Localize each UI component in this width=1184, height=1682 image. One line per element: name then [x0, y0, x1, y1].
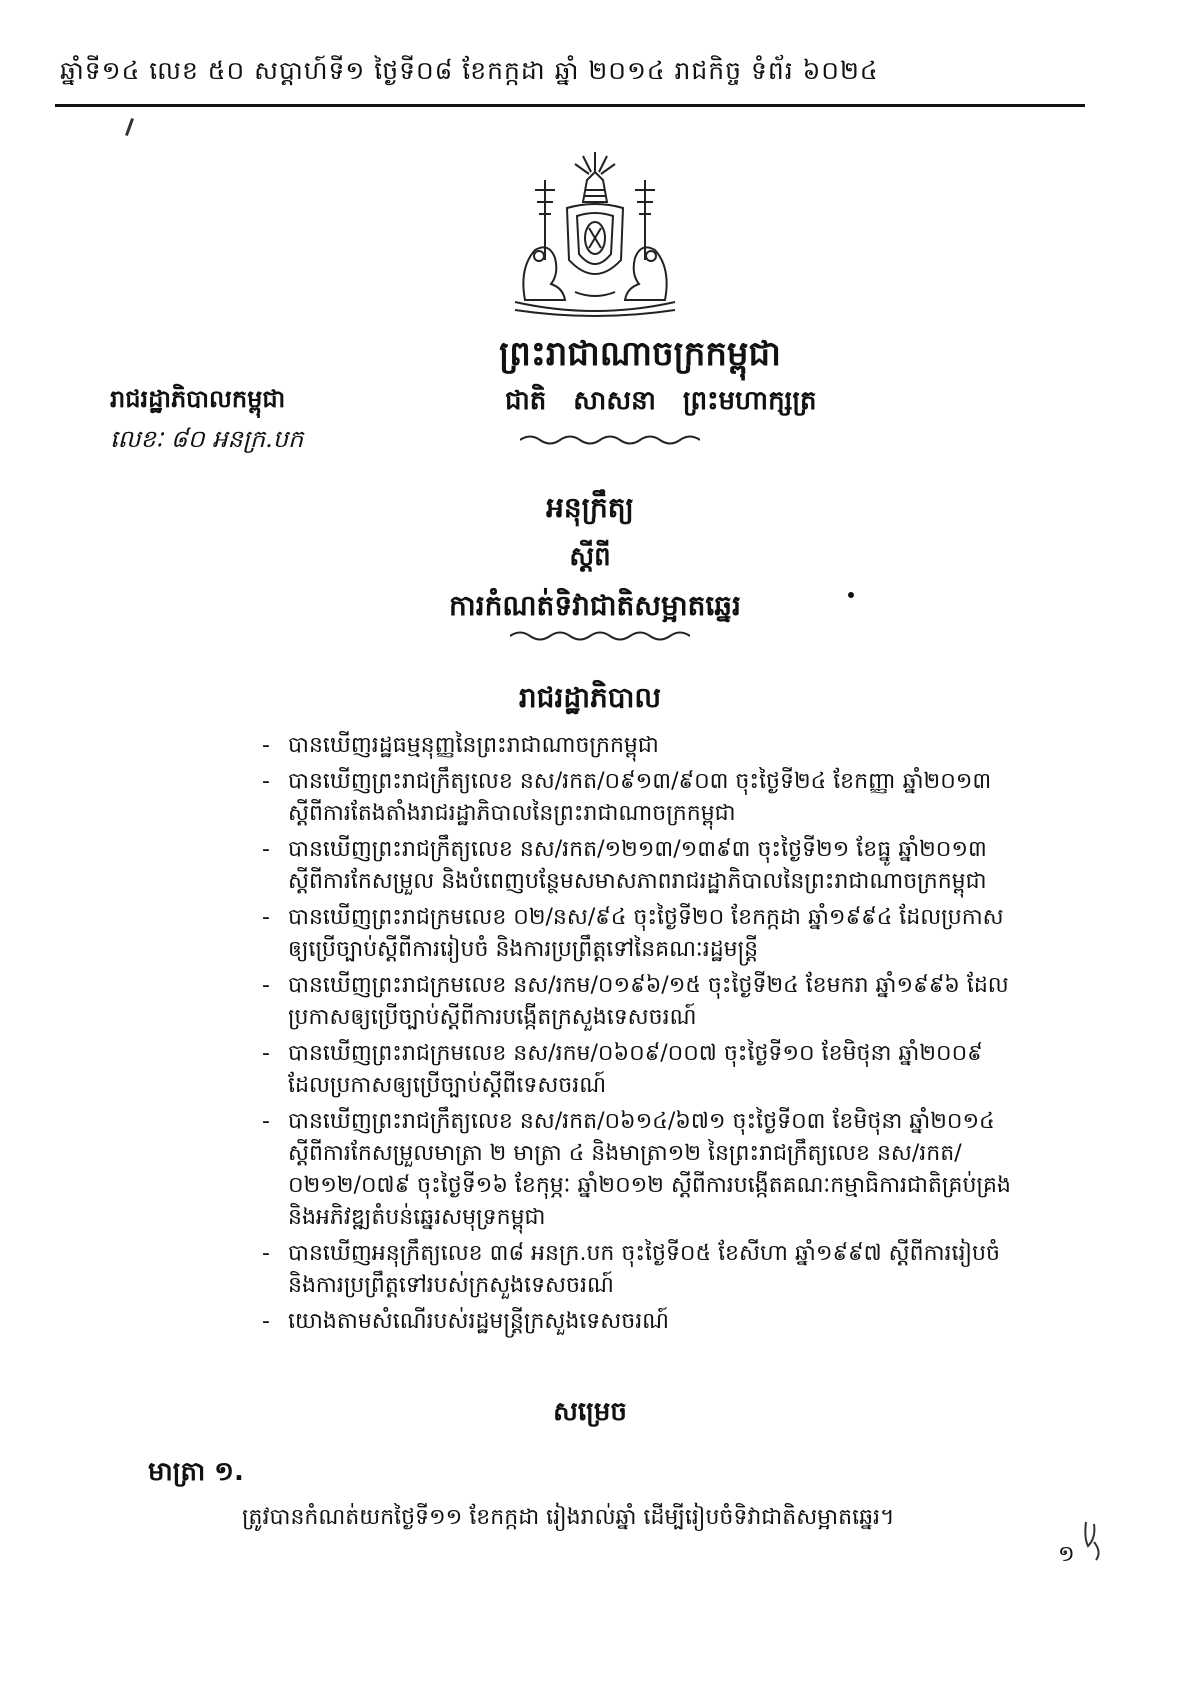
- bullet-dash: -: [262, 1109, 270, 1134]
- bullet-dash: -: [262, 769, 270, 794]
- article-1-text: ត្រូវបានកំណត់យកថ្ងៃទី១១ ខែកក្កដា រៀងរាល់ឆ្នាំ ដើម្បីរៀបចំទិវាជាតិសម្អាតឆ្នេរ។: [242, 1505, 895, 1530]
- bullet-dash: -: [262, 905, 270, 930]
- document-type: អនុក្រឹត្យ: [546, 491, 634, 524]
- considerations-list: [240, 730, 1090, 1342]
- ink-dot: [848, 592, 854, 598]
- bullet-dash: -: [262, 1309, 270, 1334]
- bullet-dash: -: [262, 837, 270, 862]
- royal-coat-of-arms-emblem: [505, 150, 685, 320]
- list-item-text: បានឃើញរដ្ឋធម្មនុញ្ញនៃព្រះរាជាណាចក្រកម្ពុជា: [288, 733, 659, 758]
- list-item-text: បានឃើញព្រះរាជក្រមលេខ ០២/នស/៩៤ ចុះថ្ងៃទី២០ ខែកក្កដា ឆ្នាំ១៩៩៤ ដែលប្រកាស: [288, 905, 1004, 930]
- list-item: [240, 834, 1090, 898]
- list-item: [240, 766, 1090, 830]
- list-item: [240, 902, 1090, 966]
- list-item-text: បានឃើញព្រះរាជក្រមលេខ នស/រកម/០១៩៦/១៥ ចុះថ្ងៃទី២៤ ខែមករា ឆ្នាំ១៩៩៦ ដែល: [288, 973, 1009, 998]
- list-item: [240, 730, 1090, 762]
- header-rule: [55, 104, 1085, 107]
- list-item: [240, 1306, 1090, 1338]
- list-item-text: ០២១២/០៧៩ ចុះថ្ងៃទី១៦ ខែកុម្ភៈ ឆ្នាំ២០១២ ស្តីពីការបង្កើតគណៈកម្មាធិការជាតិគ្រប់គ្រង: [288, 1173, 1011, 1198]
- document-subject: ការកំណត់ទិវាជាតិសម្អាតឆ្នេរ: [449, 589, 741, 622]
- reference-number: លេខៈ ៨០ អនក្រ.បក: [110, 425, 304, 453]
- pen-mark: [125, 118, 134, 136]
- list-item-text: ឲ្យប្រើច្បាប់ស្តីពីការរៀបចំ និងការប្រព្រឹត្តទៅនៃគណៈរដ្ឋមន្ត្រី: [288, 937, 759, 962]
- list-item-text: បានឃើញព្រះរាជក្រឹត្យលេខ នស/រកត/១២១៣/១៣៩៣ ចុះថ្ងៃទី២១ ខែធ្នូ ឆ្នាំ២០១៣: [288, 837, 987, 862]
- list-item-text: ស្តីពីការតែងតាំងរាជរដ្ឋាភិបាលនៃព្រះរាជាណាចក្រកម្ពុជា: [288, 801, 736, 826]
- ornament-divider-2: [510, 628, 690, 647]
- list-item-text: ស្តីពីការកែសម្រួល និងបំពេញបន្ថែមសមាសភាពរាជរដ្ឋាភិបាលនៃព្រះរាជាណាចក្រកម្ពុជា: [288, 869, 987, 894]
- decision-heading: សម្រេច: [553, 1397, 627, 1427]
- government-label: រាជរដ្ឋាភិបាលកម្ពុជា: [110, 385, 286, 413]
- national-motto: ជាតិ សាសនា ព្រះមហាក្សត្រ: [505, 386, 817, 416]
- list-item-text: បានឃើញព្រះរាជក្រឹត្យលេខ នស/រកត/០៦១៤/៦៧១ ចុះថ្ងៃទី០៣ ខែមិថុនា ឆ្នាំ២០១៤: [288, 1109, 995, 1134]
- bullet-dash: -: [262, 973, 270, 998]
- list-item-text: និងអភិវឌ្ឍតំបន់ឆ្នេរសមុទ្រកម្ពុជា: [288, 1205, 546, 1230]
- list-item-text: បានឃើញព្រះរាជក្រឹត្យលេខ នស/រកត/០៩១៣/៩០៣ ចុះថ្ងៃទី២៤ ខែកញ្ញា ឆ្នាំ២០១៣: [288, 769, 992, 794]
- bullet-dash: -: [262, 1041, 270, 1066]
- list-item: [240, 1238, 1090, 1302]
- list-item-text: ប្រកាសឲ្យប្រើច្បាប់ស្តីពីការបង្កើតក្រសួងទេសចរណ៍: [288, 1005, 697, 1030]
- handwritten-mark: [1080, 1518, 1110, 1562]
- list-item: [240, 1038, 1090, 1102]
- bullet-dash: -: [262, 733, 270, 758]
- about-label: ស្តីពី: [569, 542, 611, 572]
- article-1-title: មាត្រា ១.: [148, 1457, 244, 1487]
- list-item-text: ស្តីពីការកែសម្រួលមាត្រា ២ មាត្រា ៤ និងមាត្រា១២ នៃព្រះរាជក្រឹត្យលេខ នស/រកត/: [288, 1141, 962, 1166]
- issuer-heading: រាជរដ្ឋាភិបាល: [518, 681, 662, 714]
- list-item-text: បានឃើញព្រះរាជក្រមលេខ នស/រកម/០៦០៩/០០៧ ចុះថ្ងៃទី១០ ខែមិថុនា ឆ្នាំ២០០៩: [288, 1041, 983, 1066]
- ornament-divider: [520, 432, 700, 451]
- list-item: [240, 970, 1090, 1034]
- bullet-dash: -: [262, 1241, 270, 1266]
- list-item-text: និងការប្រព្រឹត្តទៅរបស់ក្រសួងទេសចរណ៍: [288, 1273, 614, 1298]
- gazette-header: ឆ្នាំទី១៤ លេខ ៥០ សប្តាហ៍ទី១ ថ្ងៃទី០៨ ខែកក្កដា ឆ្នាំ ២០១៤ រាជកិច្ច ទំព័រ ៦០២៤: [60, 56, 879, 85]
- list-item: [240, 1106, 1090, 1234]
- list-item-text: បានឃើញអនុក្រឹត្យលេខ ៣៨ អនក្រ.បក ចុះថ្ងៃទី០៥ ខែសីហា ឆ្នាំ១៩៩៧ ស្តីពីការរៀបចំ: [288, 1241, 1000, 1266]
- list-item-text: យោងតាមសំណើរបស់រដ្ឋមន្ត្រីក្រសួងទេសចរណ៍: [288, 1309, 670, 1334]
- list-item-text: ដែលប្រកាសឲ្យប្រើច្បាប់ស្តីពីទេសចរណ៍: [288, 1073, 607, 1098]
- kingdom-title: ព្រះរាជាណាចក្រកម្ពុជា: [499, 334, 781, 374]
- page-number: ១: [1058, 1542, 1075, 1567]
